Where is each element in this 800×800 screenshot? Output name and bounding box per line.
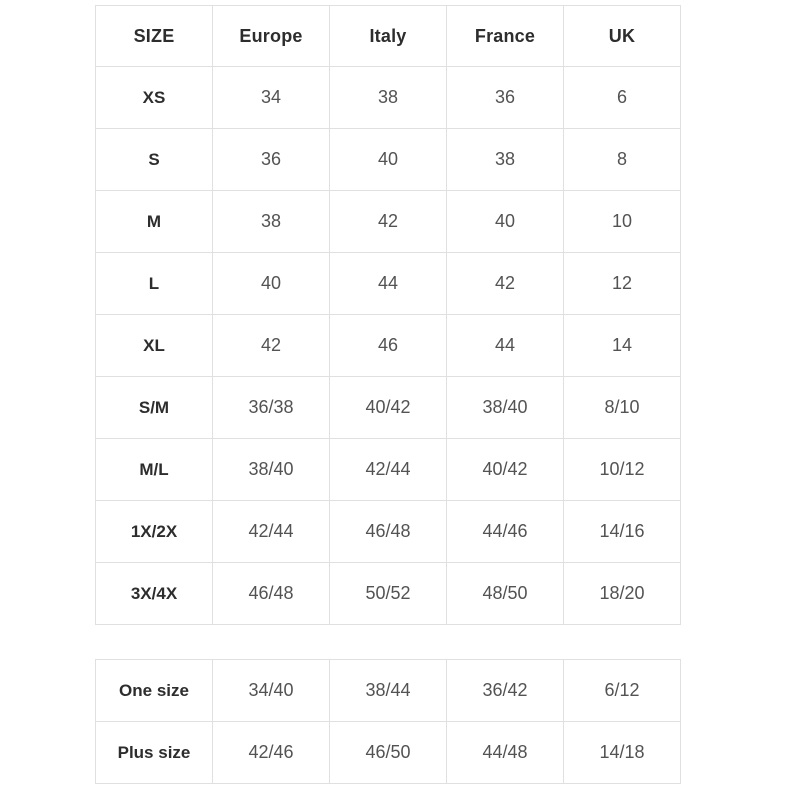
table-cell: 12 (564, 253, 681, 315)
table-cell: 40 (447, 191, 564, 253)
table-cell: 40 (213, 253, 330, 315)
table-cell: 42/44 (213, 501, 330, 563)
size-conversion-table (95, 5, 681, 625)
table-row-plus-size (96, 722, 681, 784)
table-cell: 8 (564, 129, 681, 191)
size-label-cell: XL (96, 315, 213, 377)
table-cell: 40/42 (330, 377, 447, 439)
table-cell: 14/18 (564, 722, 681, 784)
table-cell: 36/38 (213, 377, 330, 439)
table-cell: 36 (447, 67, 564, 129)
size-label-cell: 1X/2X (96, 501, 213, 563)
table-cell: 14/16 (564, 501, 681, 563)
table-cell: 42/44 (330, 439, 447, 501)
table-cell: 34 (213, 67, 330, 129)
table-row-3x4x (96, 563, 681, 625)
column-header-size: SIZE (96, 6, 213, 67)
size-label-cell: M (96, 191, 213, 253)
special-sizes-table (95, 659, 681, 784)
table-cell: 14 (564, 315, 681, 377)
table-cell: 44/46 (447, 501, 564, 563)
table-cell: 36/42 (447, 660, 564, 722)
table-cell: 44/48 (447, 722, 564, 784)
table-cell: 34/40 (213, 660, 330, 722)
column-header-italy: Italy (330, 6, 447, 67)
table-cell: 38 (447, 129, 564, 191)
size-label-cell: XS (96, 67, 213, 129)
table-cell: 46/48 (213, 563, 330, 625)
size-label-cell: Plus size (96, 722, 213, 784)
table-row-xs (96, 67, 681, 129)
table-cell: 42/46 (213, 722, 330, 784)
table-row-sm (96, 377, 681, 439)
table-row-m (96, 191, 681, 253)
table-cell: 38/40 (447, 377, 564, 439)
table-cell: 44 (447, 315, 564, 377)
table-cell: 48/50 (447, 563, 564, 625)
size-label-cell: 3X/4X (96, 563, 213, 625)
column-header-uk: UK (564, 6, 681, 67)
size-label-cell: One size (96, 660, 213, 722)
table-row-1x2x (96, 501, 681, 563)
table-row-one-size (96, 660, 681, 722)
table-cell: 42 (330, 191, 447, 253)
table-cell: 10 (564, 191, 681, 253)
table-cell: 38/40 (213, 439, 330, 501)
table-cell: 46 (330, 315, 447, 377)
table-cell: 38 (213, 191, 330, 253)
table-cell: 6/12 (564, 660, 681, 722)
table-cell: 42 (213, 315, 330, 377)
column-header-france: France (447, 6, 564, 67)
table-cell: 40 (330, 129, 447, 191)
table-cell: 46/48 (330, 501, 447, 563)
size-label-cell: L (96, 253, 213, 315)
table-row-ml (96, 439, 681, 501)
table-cell: 8/10 (564, 377, 681, 439)
table-row-l (96, 253, 681, 315)
table-cell: 38 (330, 67, 447, 129)
table-row-s (96, 129, 681, 191)
table-row-xl (96, 315, 681, 377)
table-cell: 50/52 (330, 563, 447, 625)
table-cell: 18/20 (564, 563, 681, 625)
size-label-cell: S (96, 129, 213, 191)
column-header-europe: Europe (213, 6, 330, 67)
table-cell: 10/12 (564, 439, 681, 501)
table-cell: 36 (213, 129, 330, 191)
table-cell: 46/50 (330, 722, 447, 784)
table-cell: 38/44 (330, 660, 447, 722)
table-cell: 6 (564, 67, 681, 129)
header-row (96, 6, 681, 67)
table-cell: 40/42 (447, 439, 564, 501)
table-cell: 44 (330, 253, 447, 315)
size-label-cell: M/L (96, 439, 213, 501)
table-cell: 42 (447, 253, 564, 315)
size-label-cell: S/M (96, 377, 213, 439)
